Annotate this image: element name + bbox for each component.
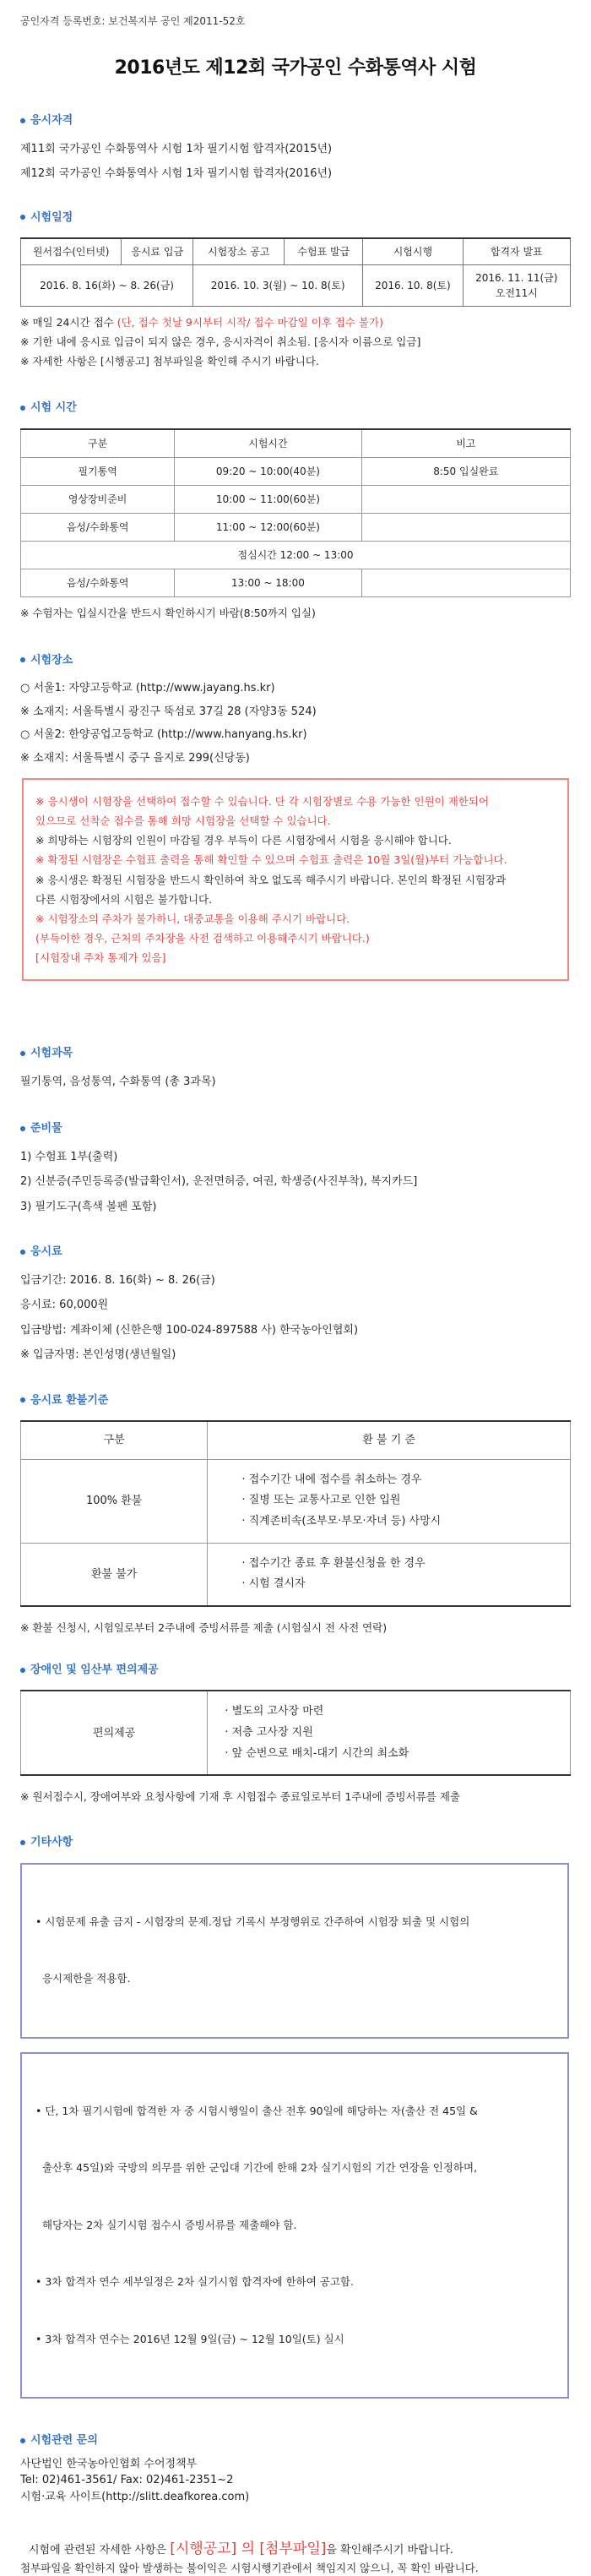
notice-line: ※ 시험장소의 주차가 불가하니, 대중교통을 이용해 주시기 바랍니다.: [35, 912, 350, 925]
table-header-row: [21, 429, 571, 458]
refund-note: ※ 환불 신청시, 시험일로부터 2주내에 증빙서류를 제출 (시험실시 전 사전 연락): [20, 1621, 388, 1635]
table-row: [21, 541, 571, 569]
table-cell: 2016. 10. 8(토): [363, 265, 463, 307]
fee-section: [20, 1244, 571, 1364]
subjects-section: [20, 1045, 571, 1090]
table-cell: [361, 513, 570, 541]
disability-table: [20, 1690, 571, 1776]
contact-link[interactable]: 시험·교육 사이트(http://slitt.deafkorea.com): [20, 2490, 250, 2503]
table-cell: 10:00 ~ 11:00(60분): [175, 485, 361, 513]
etc-line: • 시험문제 유출 금지 - 시험장의 문제.정답 기록시 부정행위로 간주하여 시험장 퇴출 및 시험의: [35, 1914, 470, 1928]
contact-heading: 시험관련 문의: [20, 2432, 571, 2449]
bullet-icon: [20, 657, 25, 662]
etc-line: • 단, 1차 필기시험에 합격한 자 중 시험시행일이 출산 전후 90일에 해당하는 자(출산 전 45일 &: [35, 2104, 478, 2117]
table-row: [21, 265, 571, 307]
etc-line: 해당자는 2차 실기시험 접수시 증빙서류를 제출해야 함.: [35, 2218, 297, 2231]
table-header-cell: 시험시간: [175, 429, 361, 458]
location-section: [20, 652, 571, 982]
notice-line: 다른 시험장에서의 시험은 불가합니다.: [35, 892, 213, 906]
notice-line: [시험장내 주차 통제가 있음]: [35, 951, 166, 964]
table-cell: [361, 485, 570, 513]
disability-item: · 별도의 고사장 마련: [225, 1705, 324, 1718]
footer-line: 시험에 관련된 자세한 사항은 [시행공고] 의 [첨부파일]을 확인해주시기 바랍니다.: [29, 2541, 453, 2558]
exam-time-heading: 시험 시간: [20, 400, 571, 417]
list-item: 2) 신분증(주민등록증(발급확인서), 운전면허증, 여권, 학생증(사진부착), 복지카드]: [20, 1175, 418, 1189]
etc-line: 응시제한을 적용함.: [35, 1972, 131, 1985]
etc-line: • 3차 합격자 연수는 2016년 12월 9일(금) ~ 12월 10일(토) 실시: [35, 2332, 344, 2345]
bullet-icon: [20, 1840, 25, 1845]
table-cell: 2016. 11. 11(금) 오전11시: [463, 265, 570, 307]
etc-line: • 3차 합격자 연수 세부일정은 2차 실기시험 합격자에 한하여 공고함.: [35, 2275, 354, 2289]
refund-item: · 직계존비속(조부모·부모·자녀 등) 사망시: [241, 1515, 442, 1528]
etc-box-leak: [20, 1863, 569, 2039]
contact-section: [20, 2432, 571, 2505]
qualification-line: 제11회 국가공인 수화통역사 시험 1차 필기시험 합격자(2015년): [20, 142, 333, 155]
bullet-icon: [20, 406, 25, 411]
table-cell: 영상장비준비: [21, 485, 175, 513]
registration-number: 공인자격 등록번호: 보건복지부 공인 제2011-52호: [20, 15, 246, 27]
etc-heading: 기타사항: [20, 1834, 571, 1851]
exam-time-section: [20, 400, 571, 621]
materials-section: [20, 1120, 571, 1215]
table-row: [21, 1459, 571, 1543]
location-line: ○ 서울1: 자양고등학교 (http://www.jayang.hs.kr): [20, 682, 275, 694]
qualification-heading: 응시자격: [20, 112, 571, 129]
disability-item: · 저층 고사장 지원: [225, 1726, 313, 1739]
subjects-text: 필기통역, 음성통역, 수화통역 (총 3과목): [20, 1075, 216, 1088]
bullet-icon: [20, 215, 25, 220]
list-item: 1) 수험표 1부(출력): [20, 1150, 118, 1163]
refund-heading: 응시료 환불기준: [20, 1392, 571, 1409]
table-cell: 11:00 ~ 12:00(60분): [175, 513, 361, 541]
attachment-link[interactable]: [첨부파일]: [259, 2541, 327, 2558]
table-cell: 09:20 ~ 10:00(40분): [175, 457, 361, 485]
fee-line: 입금방법: 계좌이체 (신한은행 100-024-897588 사) 한국농아인협회): [20, 1323, 359, 1337]
table-header-cell: 시험장소 공고: [193, 238, 285, 265]
refund-table: [20, 1420, 571, 1607]
bullet-icon: [20, 1126, 25, 1131]
location-line: ※ 소재지: 서울특별시 중구 을지로 299(신당동): [20, 751, 250, 765]
notice-line: ※ 응시생은 확정된 시험장을 반드시 확인하여 착오 없도록 해주시기 바랍니다. 본인의 확정된 시험장과: [35, 873, 507, 886]
table-header-row: [21, 238, 571, 265]
fee-line: 응시료: 60,000원: [20, 1299, 109, 1312]
exam-time-table: [20, 428, 571, 597]
table-header-cell: 합격자 발표: [463, 238, 570, 265]
table-header-row: [21, 1421, 571, 1459]
contact-line: 사단법인 한국농아인협회 수어정책부: [20, 2457, 198, 2470]
lunch-cell: 점심시간 12:00 ~ 13:00: [21, 541, 571, 569]
table-header-cell: 환 불 기 준: [208, 1421, 571, 1459]
table-row: [21, 457, 571, 485]
table-header-cell: 구분: [21, 429, 175, 458]
qualification-section: [20, 112, 571, 182]
schedule-section: [20, 210, 571, 370]
schedule-note: ※ 자세한 사항은 [시행공고] 첨부파일을 확인해 주시기 바랍니다.: [20, 354, 319, 368]
fee-heading: 응시료: [20, 1244, 571, 1261]
location-heading: 시험장소: [20, 652, 571, 669]
fee-line: 입금기간: 2016. 8. 16(화) ~ 8. 26(금): [20, 1273, 215, 1287]
location-line: ※ 소재지: 서울특별시 광진구 뚝섬로 37길 28 (자양3동 524): [20, 705, 317, 718]
notice-link[interactable]: [시행공고] 의: [170, 2541, 260, 2558]
refund-item: · 접수기간 종료 후 환불신청을 한 경우: [241, 1556, 426, 1570]
schedule-note: ※ 기한 내에 응시료 입금이 되지 않은 경우, 응시자격이 취소됨. [응시자 이름으로 입금]: [20, 335, 421, 348]
table-cell: 100% 환불: [21, 1459, 208, 1543]
table-cell: 2016. 10. 3(월) ~ 10. 8(토): [193, 265, 363, 307]
schedule-table: [20, 237, 571, 307]
table-row: [21, 485, 571, 513]
disability-item: · 앞 순번으로 배치-대기 시간의 최소화: [225, 1746, 409, 1760]
page-title: 2016년도 제12회 국가공인 수화통역사 시험: [114, 57, 477, 79]
table-header-cell: 시험시행: [363, 238, 463, 265]
disability-note: ※ 원서접수시, 장애여부와 요청사항에 기재 후 시험접수 종료일로부터 1주내에 증빙서류를 제출: [20, 1790, 460, 1804]
bullet-icon: [20, 1051, 25, 1056]
schedule-note: ※ 매일 24시간 접수 (단, 접수 첫날 9시부터 시작/ 접수 마감일 이후 접수 불가): [20, 316, 383, 329]
bullet-icon: [20, 1397, 25, 1402]
notice-line: (부득이한 경우, 근처의 주차장을 사전 검색하고 이용해주시기 바랍니다.): [35, 931, 370, 945]
table-cell: 8:50 입실완료: [361, 457, 570, 485]
bullet-icon: [20, 1668, 25, 1673]
table-cell: 2016. 8. 16(화) ~ 8. 26(금): [21, 265, 193, 307]
subjects-heading: 시험과목: [20, 1045, 571, 1062]
bullet-icon: [20, 1250, 25, 1255]
table-cell: [208, 1543, 571, 1606]
table-cell: 음성/수화통역: [21, 513, 175, 541]
materials-heading: 준비물: [20, 1120, 571, 1137]
table-cell: 환불 불가: [21, 1543, 208, 1606]
notice-line: 있으므로 선착순 접수를 통해 희망 시험장을 선택할 수 있습니다.: [35, 814, 331, 828]
notice-line: ※ 확정된 시험장은 수험표 출력을 통해 확인할 수 있으며 수험표 출력은 10월 3일(월)부터 가능합니다.: [35, 853, 507, 867]
refund-item: · 접수기간 내에 접수를 취소하는 경우: [241, 1473, 422, 1486]
etc-section: [20, 1834, 571, 2399]
etc-box-extension: [20, 2052, 569, 2399]
table-row: [21, 1543, 571, 1606]
table-header-cell: 원서접수(인터넷): [21, 238, 122, 265]
table-cell: 13:00 ~ 18:00: [175, 569, 361, 596]
notice-line: ※ 응시생이 시험장을 선택하여 접수할 수 있습니다. 단 각 시험장별로 수용 가능한 인원이 제한되어: [35, 795, 490, 808]
table-header-cell: 구분: [21, 1421, 208, 1459]
table-cell: 필기통역: [21, 457, 175, 485]
table-header-cell: 비고: [361, 429, 570, 458]
table-cell: [208, 1459, 571, 1543]
table-row: [21, 513, 571, 541]
refund-item: · 질병 또는 교통사고로 인한 입원: [241, 1494, 401, 1507]
disability-heading: 장애인 및 임산부 편의제공: [20, 1662, 571, 1679]
footer-notice: [20, 2539, 571, 2576]
table-cell: [208, 1691, 571, 1775]
location-notice-box: [22, 778, 569, 981]
table-row: [21, 1691, 571, 1775]
table-cell: 편의제공: [21, 1691, 208, 1775]
bullet-icon: [20, 118, 25, 123]
location-line: ○ 서울2: 한양공업고등학교 (http://www.hanyang.hs.kr): [20, 728, 307, 741]
exam-time-note: ※ 수험자는 입실시간을 반드시 확인하시기 바람(8:50까지 입실): [20, 606, 316, 619]
list-item: 3) 필기도구(흑색 볼펜 포함): [20, 1200, 157, 1213]
table-header-cell: 수험표 발급: [285, 238, 363, 265]
schedule-heading: 시험일정: [20, 210, 571, 226]
table-cell: [361, 569, 570, 596]
fee-line: ※ 입금자명: 본인성명(생년월일): [20, 1348, 176, 1362]
qualification-line: 제12회 국가공인 수화통역사 시험 1차 필기시험 합격자(2016년): [20, 167, 333, 180]
refund-item: · 시험 결시자: [241, 1577, 306, 1591]
disability-section: [20, 1662, 571, 1805]
refund-section: [20, 1392, 571, 1637]
etc-line: 출산후 45일)와 국방의 의무를 위한 군입대 기간에 한해 2차 실기시험의 기간 연장을 인정하며,: [35, 2161, 478, 2175]
contact-line: Tel: 02)461-3561/ Fax: 02)461-2351~2: [20, 2474, 234, 2487]
notice-line: ※ 희망하는 시험장의 인원이 마감될 경우 부득이 다른 시험장에서 시험을 응시해야 합니다.: [35, 834, 452, 847]
footer-line: 첨부파일을 확인하지 않아 발생하는 불이익은 시험시행기관에서 책임지지 않으니, 꼭 확인 바랍니다.: [20, 2561, 479, 2574]
bullet-icon: [20, 2438, 25, 2443]
table-cell: 음성/수화통역: [21, 569, 175, 596]
table-row: [21, 569, 571, 596]
table-header-cell: 응시료 입금: [122, 238, 193, 265]
